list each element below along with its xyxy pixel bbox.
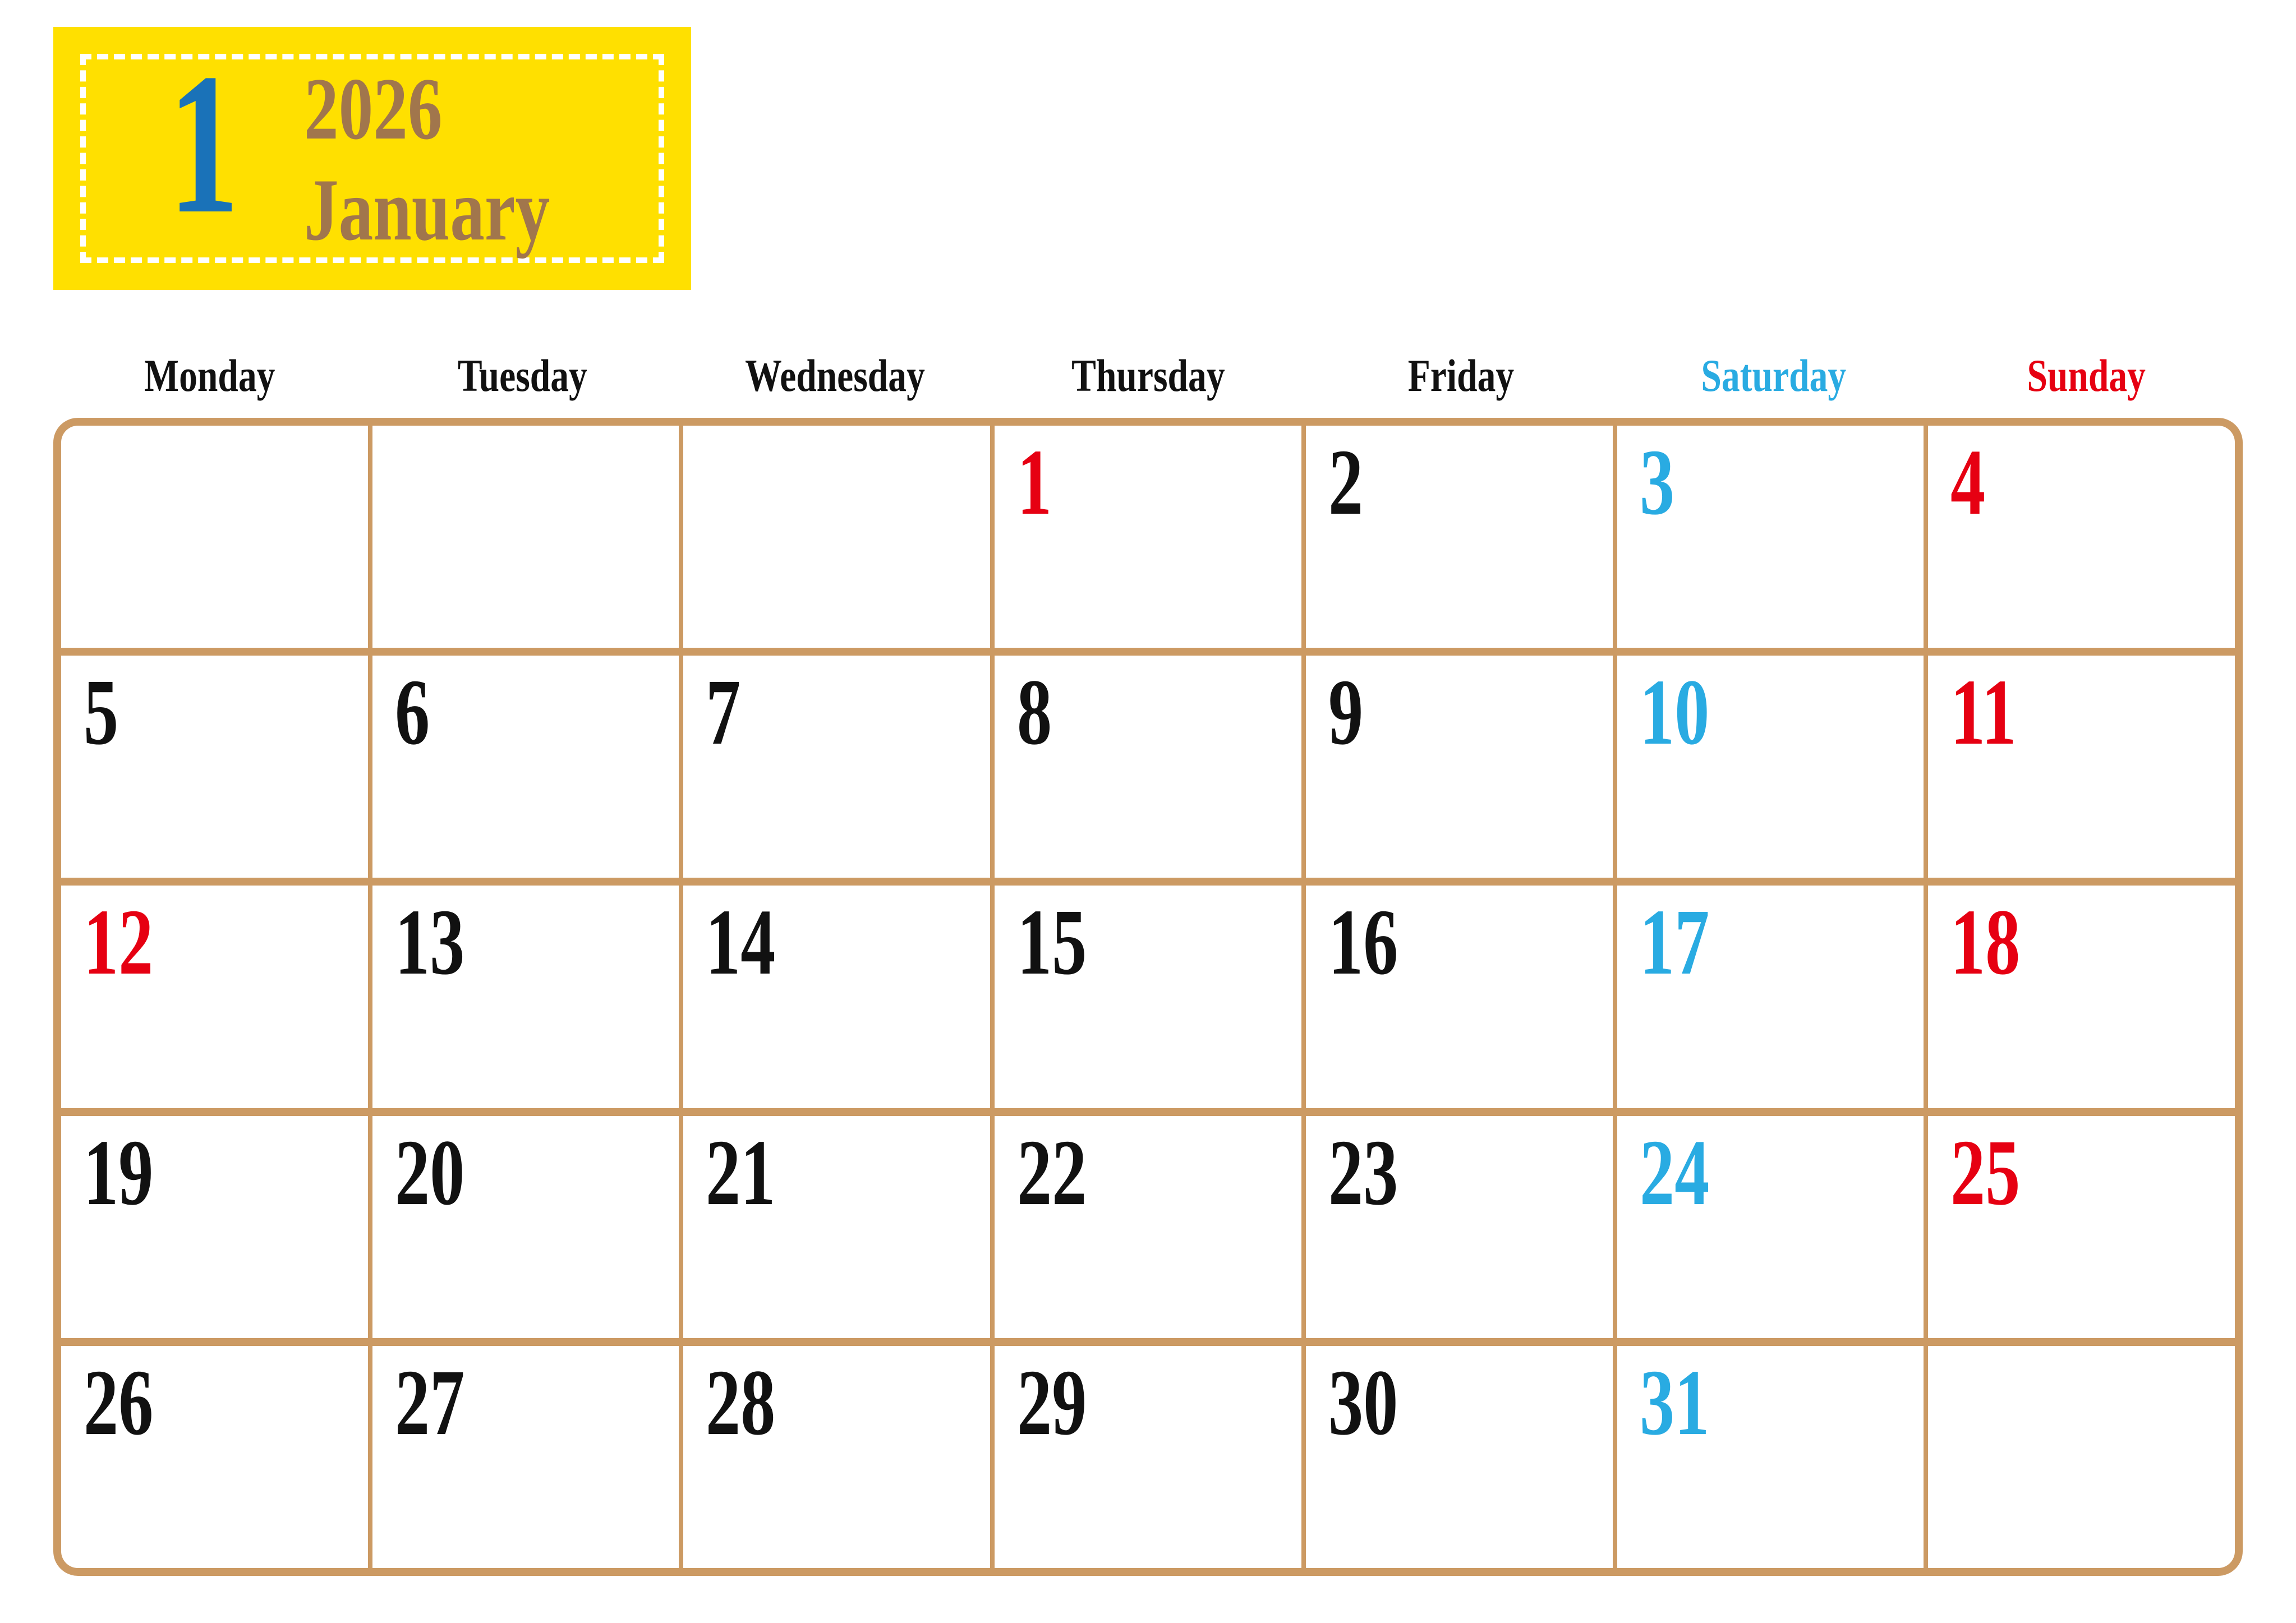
date-number: 20 — [394, 1120, 465, 1225]
calendar-grid — [53, 418, 2243, 1576]
empty-cell — [1928, 1346, 2235, 1568]
date-cell — [995, 1116, 1301, 1338]
date-number: 8 — [1017, 660, 1052, 765]
date-number: 3 — [1639, 430, 1674, 534]
date-cell — [61, 886, 368, 1108]
date-cell — [995, 1346, 1301, 1568]
date-number: 17 — [1639, 890, 1709, 995]
date-cell — [1306, 656, 1613, 878]
date-number: 5 — [84, 660, 119, 765]
date-cell — [1617, 1116, 1924, 1338]
date-cell — [1928, 656, 2235, 878]
date-cell — [1928, 1116, 2235, 1338]
date-cell — [1306, 1346, 1613, 1568]
year-label: 2026 — [304, 60, 443, 158]
empty-cell — [372, 426, 679, 648]
date-number: 27 — [394, 1350, 465, 1455]
date-cell — [995, 886, 1301, 1108]
date-number: 7 — [706, 660, 741, 765]
date-cell — [683, 656, 990, 878]
date-cell — [1306, 886, 1613, 1108]
date-cell — [1617, 1346, 1924, 1568]
weekday-cell-wednesday — [679, 348, 992, 404]
empty-cell — [61, 426, 368, 648]
month-header-box — [53, 27, 691, 290]
date-cell — [1928, 886, 2235, 1108]
weekday-cell-sunday — [1930, 348, 2243, 404]
empty-cell — [683, 426, 990, 648]
date-number: 31 — [1639, 1350, 1709, 1455]
year-month-block — [304, 60, 619, 259]
date-cell — [372, 886, 679, 1108]
date-number: 30 — [1328, 1350, 1398, 1455]
date-number: 22 — [1017, 1120, 1087, 1225]
date-number: 11 — [1950, 660, 2017, 765]
date-cell — [1617, 886, 1924, 1108]
weekday-label: Wednesday — [745, 350, 926, 401]
date-cell — [61, 656, 368, 878]
date-cell — [61, 1116, 368, 1338]
date-number: 15 — [1017, 890, 1087, 995]
date-number: 24 — [1639, 1120, 1709, 1225]
date-cell — [61, 1346, 368, 1568]
date-number: 10 — [1639, 660, 1709, 765]
weekday-cell-tuesday — [366, 348, 679, 404]
date-cell — [372, 656, 679, 878]
weekday-cell-saturday — [1617, 348, 1930, 404]
date-number: 13 — [394, 890, 465, 995]
weekday-label: Saturday — [1701, 350, 1847, 401]
date-number: 2 — [1328, 430, 1364, 534]
date-number: 9 — [1328, 660, 1364, 765]
weekday-label: Friday — [1407, 350, 1514, 401]
date-number: 6 — [394, 660, 430, 765]
date-cell — [372, 1116, 679, 1338]
date-number: 14 — [706, 890, 776, 995]
date-number: 12 — [84, 890, 154, 995]
weekday-label: Tuesday — [457, 350, 587, 401]
date-cell — [1306, 426, 1613, 648]
weekday-label: Thursday — [1071, 350, 1225, 401]
date-number: 29 — [1017, 1350, 1087, 1455]
weekday-label: Sunday — [2027, 350, 2146, 401]
date-number: 28 — [706, 1350, 776, 1455]
month-name-label: January — [304, 161, 550, 259]
date-cell — [1928, 426, 2235, 648]
date-number: 18 — [1950, 890, 2021, 995]
date-number: 16 — [1328, 890, 1398, 995]
weekday-label: Monday — [144, 350, 275, 401]
date-number: 23 — [1328, 1120, 1398, 1225]
weekday-cell-friday — [1304, 348, 1617, 404]
weekday-cell-monday — [53, 348, 366, 404]
date-cell — [1617, 656, 1924, 878]
date-cell — [683, 1116, 990, 1338]
date-number: 21 — [706, 1120, 776, 1225]
date-number: 25 — [1950, 1120, 2021, 1225]
weekday-header-row — [53, 348, 2243, 404]
date-cell — [683, 1346, 990, 1568]
date-cell — [1617, 426, 1924, 648]
weekday-cell-thursday — [992, 348, 1305, 404]
date-number: 1 — [1017, 430, 1052, 534]
month-number: 1 — [168, 31, 239, 255]
date-cell — [995, 426, 1301, 648]
date-cell — [372, 1346, 679, 1568]
date-cell — [995, 656, 1301, 878]
date-number: 19 — [84, 1120, 154, 1225]
date-cell — [1306, 1116, 1613, 1338]
date-cell — [683, 886, 990, 1108]
date-number: 4 — [1950, 430, 1986, 534]
date-number: 26 — [84, 1350, 154, 1455]
